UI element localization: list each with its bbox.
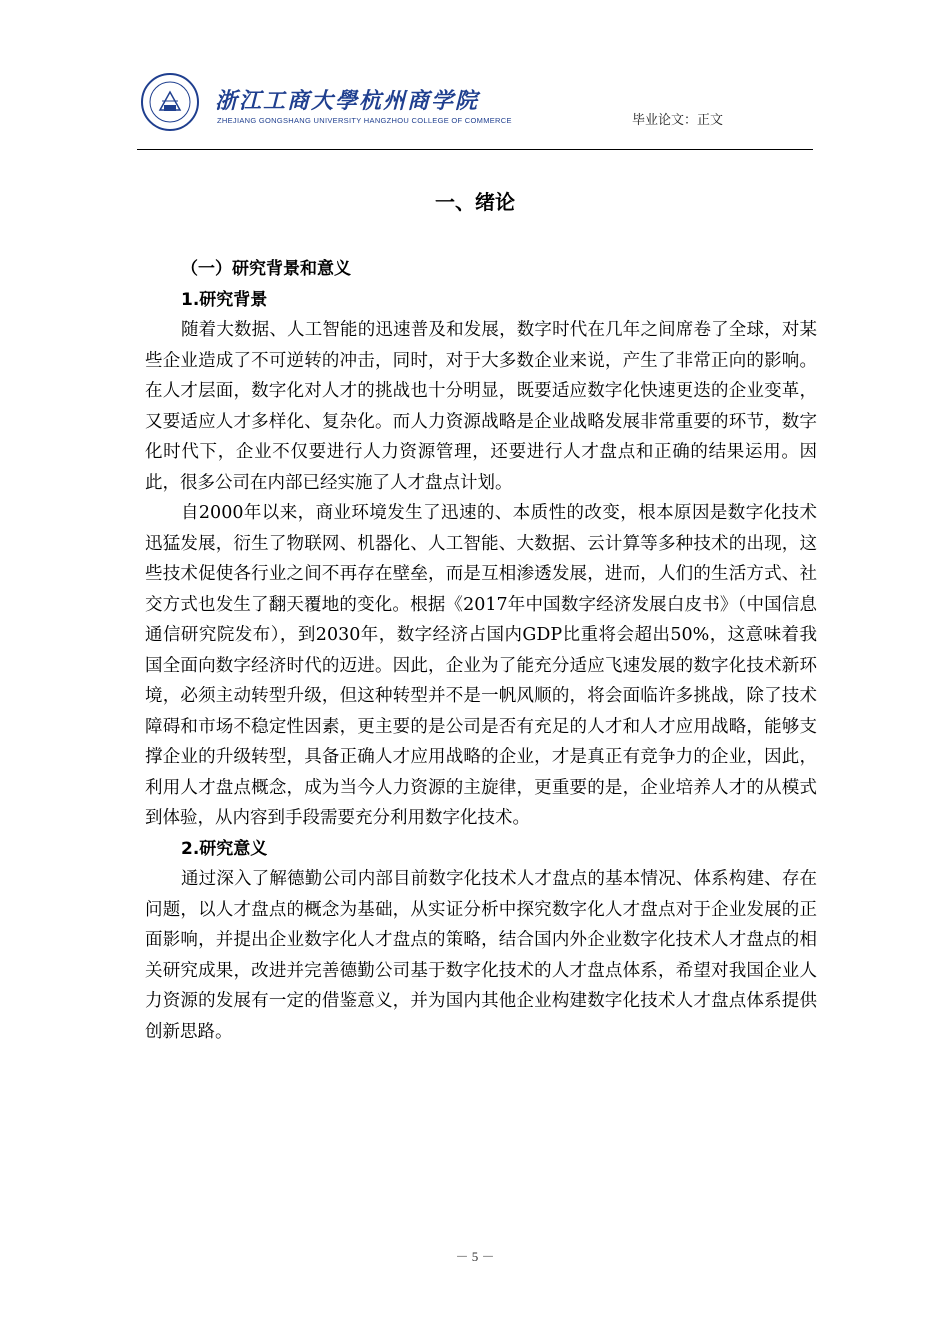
university-seal-icon bbox=[140, 72, 200, 132]
paragraph: 自2000年以来，商业环境发生了迅速的、本质性的改变，根本原因是数字化技术迅猛发展，衍生了物联网、机器化、人工智能、大数据、云计算等多种技术的出现，这些技术促使各行业之间不再存在壁垒，而是互相渗透发展，进而，人们的生活方式、社交方式也发生了翻天覆地的变化。根据《2017年中国数字经济发展白皮书》（中国信息通信研究院发布），到2030年，数字经济占国内GDP比重将会超出50%，这意味着我国全面向数字经济时代的迈进。因此，企业为了能充分适应飞速发展的数字化技术新环境，必须主动转型升级，但这种转型并不是一帆风顺的，将会面临许多挑战，除了技术障碍和市场不稳定性因素，更主要的是公司是否有充足的人才和人才应用战略，能够支撑企业的升级转型，具备正确人才应用战略的企业，才是真正有竞争力的企业，因此，利用人才盘点概念，成为当今人力资源的主旋律，更重要的是，企业培养人才的从模式到体验，从内容到手段需要充分利用数字化技术。 bbox=[145, 503, 817, 828]
paragraph: 通过深入了解德勤公司内部目前数字化技术人才盘点的基本情况、体系构建、存在问题，以人才盘点的概念为基础，从实证分析中探究数字化人才盘点对于企业发展的正面影响，并提出企业数字化人才盘点的策略，结合国内外企业数字化技术人才盘点的相关研究成果，改进并完善德勤公司基于数字化技术的人才盘点体系，希望对我国企业人力资源的发展有一定的借鉴意义，并为国内其他企业构建数字化技术人才盘点体系提供创新思路。 bbox=[145, 869, 817, 1042]
body-text bbox=[145, 254, 817, 1047]
subsection-heading-background: 1.研究背景 bbox=[181, 289, 268, 310]
paragraph: 随着大数据、人工智能的迅速普及和发展，数字时代在几年之间席卷了全球，对某些企业造成了不可逆转的冲击，同时，对于大多数企业来说，产生了非常正向的影响。在人才层面，数字化对人才的挑战也十分明显，既要适应数字化快速更迭的企业变革，又要适应人才多样化、复杂化。而人力资源战略是企业战略发展非常重要的环节，数字化时代下，企业不仅要进行人力资源管理，还要进行人才盘点和正确的结果运用。因此，很多公司在内部已经实施了人才盘点计划。 bbox=[145, 320, 817, 493]
header-document-type: 毕业论文：正文 bbox=[631, 113, 723, 128]
header-divider bbox=[137, 149, 813, 150]
subsection-heading-significance: 2.研究意义 bbox=[181, 838, 268, 859]
page-header bbox=[137, 70, 813, 150]
section-heading: （一）研究背景和意义 bbox=[181, 259, 351, 279]
chapter-title: 一、绪论 bbox=[435, 190, 515, 214]
university-logo-english: ZHEJIANG GONGSHANG UNIVERSITY HANGZHOU COLLEGE OF COMMERCE bbox=[217, 116, 512, 125]
university-logo-text: 浙江工商大學杭州商学院 bbox=[215, 88, 480, 114]
page-number: － 5 － bbox=[455, 1249, 495, 1264]
